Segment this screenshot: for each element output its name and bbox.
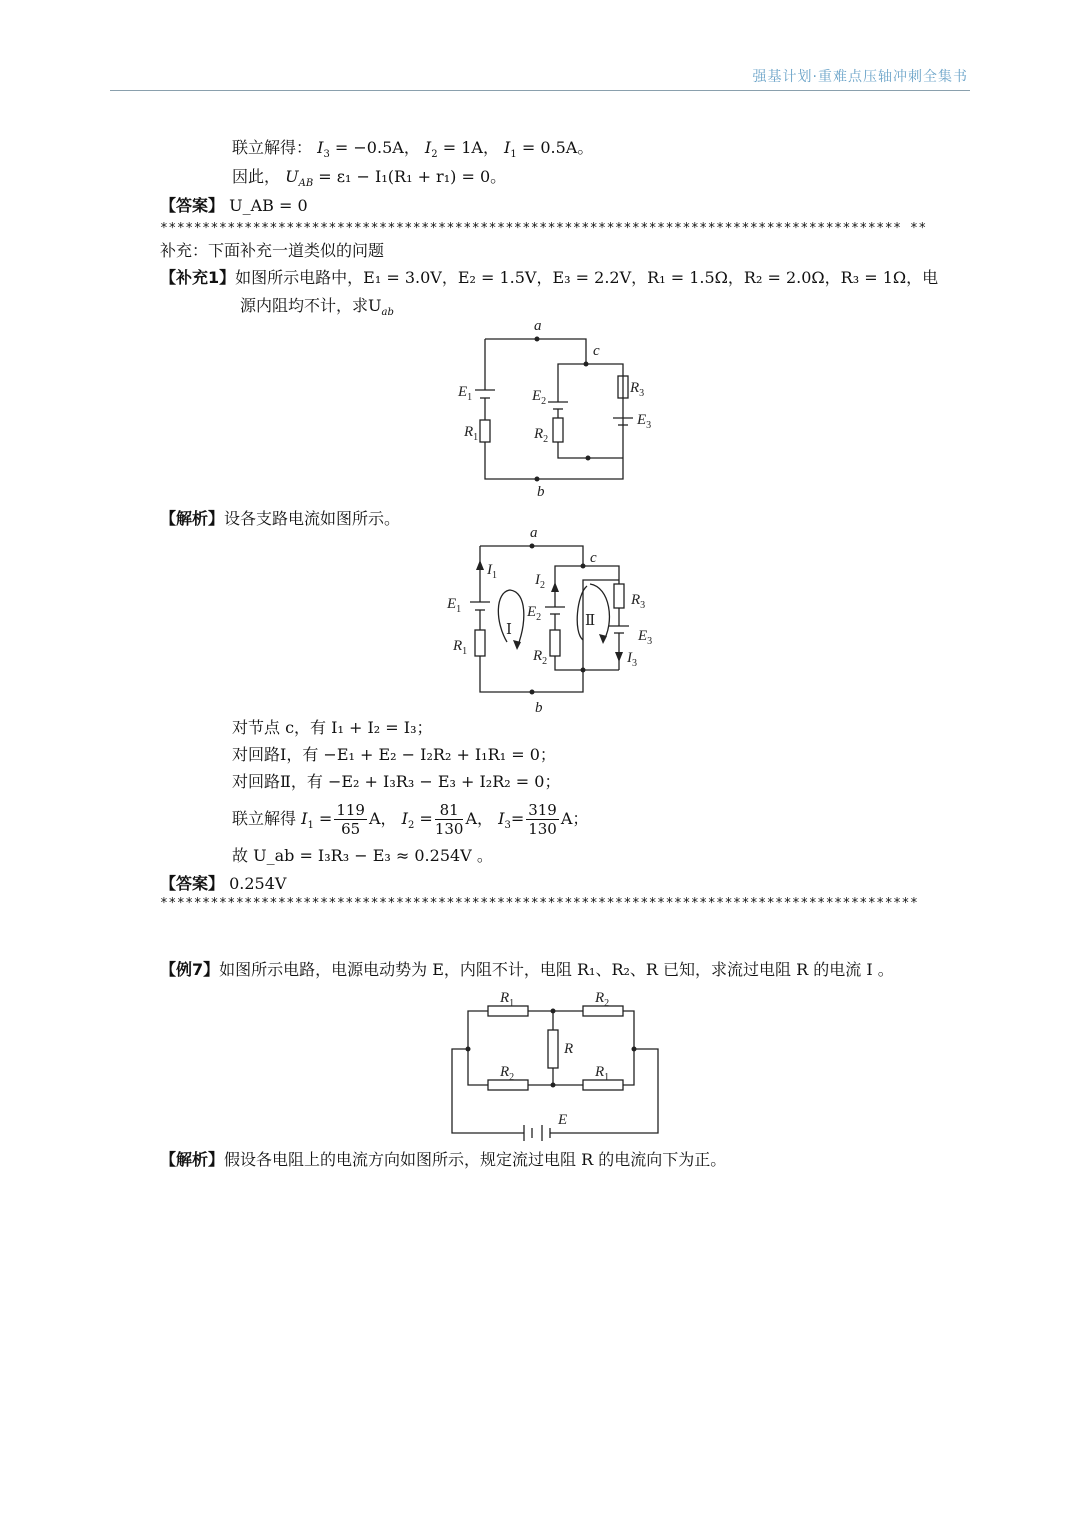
solve-prefix: 联立解得 <box>232 809 297 828</box>
label-E3: $E_3$ <box>638 628 653 647</box>
eq-loop-2: 对回路Ⅱ，有 −E₂ + I₃R₃ − E₃ + I₂R₂ = 0； <box>232 772 561 791</box>
supplement-analysis <box>160 509 400 529</box>
eq-solution: 联立解得 $I_1$ = $\frac{119}{65}$ A， $I_2$ = $\frac{81}{130}$ A， $I_3=$ $\frac{319}{130}$ A； <box>232 801 589 838</box>
node-a <box>535 337 540 342</box>
uab-line: 因此， $U_{AB} = \varepsilon_1 - I_1(R_1 + r_1) = 0$。 <box>232 167 507 190</box>
node-b <box>530 690 535 695</box>
solve-prefix: 联立解得： <box>232 138 313 157</box>
label-c: c <box>593 343 600 359</box>
label-E3: $E_3$ <box>637 412 652 431</box>
junction-dot <box>581 668 586 673</box>
example7-problem <box>160 960 894 980</box>
label-R2: $R_2$ <box>534 426 549 445</box>
label-I1: $I_1$ <box>487 562 497 581</box>
label-R1: $R_1$ <box>453 638 468 657</box>
supplement-text-2: 源内阻均不计，求U <box>240 296 382 315</box>
label-I2: $I_2$ <box>535 572 545 591</box>
junction-top <box>551 1009 556 1014</box>
supplement-text-1: 如图所示电路中，E₁ = 3.0V，E₂ = 1.5V，E₃ = 2.2V，R₁ = 1.5Ω，R₂ = 2.0Ω，R₃ = 1Ω，电 <box>235 268 939 287</box>
frac-i2-den: 130 <box>434 820 464 838</box>
answer-value: U_AB = 0 <box>229 196 308 215</box>
frac-i2-num: 81 <box>435 801 464 820</box>
supplement-problem-line1 <box>160 268 938 288</box>
supplement-intro: 补充：下面补充一道类似的问题 <box>160 241 385 260</box>
header-rule <box>110 90 970 91</box>
i3-value: = −0.5A <box>334 138 404 157</box>
label-top-R1: $R_1$ <box>500 990 515 1009</box>
example7-text: 如图所示电路，电源电动势为 E，内阻不计，电阻 R₁、R₂、R 已知，求流过电阻 R 的电流 I 。 <box>219 960 894 979</box>
junction-left <box>466 1047 471 1052</box>
analysis-text: 设各支路电流如图所示。 <box>224 509 401 528</box>
answer-value: 0.254V <box>229 874 287 893</box>
circuit-diagram-2 <box>435 522 675 720</box>
label-R3: $R_3$ <box>631 592 646 611</box>
node-c <box>581 564 586 569</box>
fraction-i3 <box>526 801 559 838</box>
supplement-tag: 【补充1】 <box>160 268 236 287</box>
label-E1: $E_1$ <box>458 384 473 403</box>
circuit-diagram-3 <box>440 985 670 1150</box>
therefore-prefix: 因此， <box>232 167 281 186</box>
i1-value: = 0.5A <box>521 138 578 157</box>
label-bottom-R1: $R_1$ <box>595 1064 610 1083</box>
fraction-i2 <box>435 801 464 838</box>
supplement-text-2-sub: ab <box>381 307 394 319</box>
label-b: b <box>537 484 545 500</box>
answer-tag: 【答案】 <box>160 196 225 215</box>
junction-right <box>632 1047 637 1052</box>
solve-line-1: 联立解得： $I_3 = -0.5A$， $I_2 = 1A$， $I_1 = 0.5A$。 <box>232 138 594 161</box>
separator-stars-1: **************************************************************************************** ** <box>160 221 927 236</box>
i2-value: = 1A <box>442 138 483 157</box>
eq-node-c: 对节点 c，有 I₁ + I₂ = I₃； <box>232 718 433 737</box>
analysis-tag: 【解析】 <box>160 509 225 528</box>
frac-i3-num: 319 <box>528 801 557 819</box>
label-a: a <box>530 525 538 541</box>
eq-result: 故 U_ab = I₃R₃ − E₃ ≈ 0.254V 。 <box>232 846 493 865</box>
eq-loop-1: 对回路Ⅰ，有 −E₁ + E₂ − I₂R₂ + I₁R₁ = 0； <box>232 745 556 764</box>
frac-i1-num: 119 <box>336 801 365 819</box>
frac-i1-den: 65 <box>341 820 361 838</box>
label-b: b <box>535 700 543 716</box>
answer-line-1 <box>160 196 308 216</box>
label-top-R2: $R_2$ <box>595 990 610 1009</box>
example7-tag: 【例7】 <box>160 960 220 979</box>
label-R1: $R_1$ <box>464 424 479 443</box>
node-c <box>584 362 589 367</box>
label-loop-2: Ⅱ <box>585 613 596 629</box>
answer-tag: 【答案】 <box>160 874 225 893</box>
label-loop-1: Ⅰ <box>506 622 512 638</box>
label-I3: $I_3$ <box>627 650 637 669</box>
node-b <box>535 477 540 482</box>
label-c: c <box>590 550 597 566</box>
label-E2: $E_2$ <box>532 388 547 407</box>
analysis-tag: 【解析】 <box>160 1150 225 1169</box>
label-a: a <box>534 318 542 334</box>
label-E1: $E_1$ <box>447 596 462 615</box>
answer-line-2 <box>160 874 286 894</box>
node-a <box>530 544 535 549</box>
separator-stars-2: ****************************************************************************************** <box>160 896 919 911</box>
uab-expression: = ε₁ − I₁(R₁ + r₁) = 0 <box>318 167 491 186</box>
label-E: E <box>558 1112 568 1128</box>
junction-bottom <box>551 1083 556 1088</box>
label-R2: $R_2$ <box>533 648 548 667</box>
circuit-diagram-1 <box>440 318 670 503</box>
junction-dot <box>586 456 591 461</box>
supplement-problem-line2 <box>240 296 394 323</box>
label-E2: $E_2$ <box>527 604 542 623</box>
fraction-i1 <box>334 801 367 838</box>
analysis-text: 假设各电阻上的电流方向如图所示，规定流过电阻 R 的电流向下为正。 <box>224 1150 727 1169</box>
frac-i3-den: 130 <box>528 820 557 838</box>
label-bottom-R2: $R_2$ <box>500 1064 515 1083</box>
example7-analysis <box>160 1150 726 1170</box>
label-R3: $R_3$ <box>630 380 645 399</box>
label-R: R <box>564 1041 574 1057</box>
page-header: 强基计划·重难点压轴冲刺全集书 <box>752 69 968 85</box>
